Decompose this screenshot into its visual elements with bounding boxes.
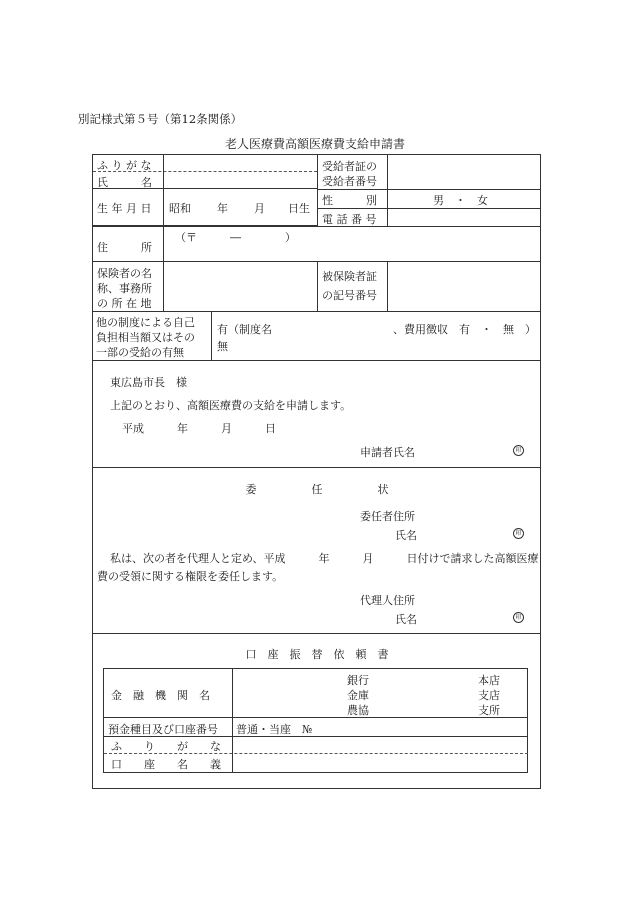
- credit-union-type[interactable]: 金庫: [347, 689, 369, 702]
- delegation-text-1: 私は、次の者を代理人と定め、平成 年 月 日付けで請求した高額医療: [110, 552, 539, 565]
- recipient-number-field[interactable]: [388, 155, 540, 188]
- insurer-field[interactable]: [164, 262, 316, 310]
- main-branch-type[interactable]: 本店: [478, 674, 500, 687]
- recipient-cert-label-2: 受給者番号: [322, 175, 377, 188]
- application-date[interactable]: 平成 年 月 日: [122, 422, 276, 435]
- name-label: 氏 名: [97, 176, 152, 189]
- delegator-address-label: 委任者住所: [360, 510, 415, 523]
- other-system-no[interactable]: 無: [217, 340, 228, 353]
- form-number: 別記様式第５号（第12条関係）: [78, 112, 243, 126]
- postal-code-field[interactable]: （〒 ― ）: [175, 231, 296, 244]
- application-statement: 上記のとおり、高額医療費の支給を申請します。: [110, 399, 352, 412]
- agricultural-coop-type[interactable]: 農協: [347, 704, 369, 717]
- account-type-field[interactable]: 普通・当座 №: [236, 723, 313, 736]
- delegation-heading: 委 任 状: [245, 483, 389, 496]
- agent-name-label: 氏名: [395, 613, 417, 626]
- insurer-label-1: 保険者の名: [97, 267, 152, 280]
- institution-label: 金 融 機 関 名: [111, 689, 210, 702]
- gender-label: 性 別: [322, 194, 377, 207]
- other-system-label-2: 負担相当額又はその: [96, 331, 195, 344]
- insurer-label-3: の 所 在 地: [97, 297, 152, 310]
- seal-icon: 印: [513, 612, 524, 623]
- account-furigana-field[interactable]: [233, 737, 527, 752]
- furigana-label: ふ り が な: [97, 159, 152, 172]
- address-label: 住 所: [97, 241, 152, 254]
- other-system-label-1: 他の制度による自己: [96, 316, 195, 329]
- addressee: 東広島市長 様: [110, 376, 187, 389]
- recipient-cert-label-1: 受給者証の: [322, 160, 377, 173]
- birth-day-unit: 日生: [288, 202, 310, 215]
- insured-cert-field[interactable]: [388, 262, 540, 310]
- agent-address-label: 代理人住所: [360, 594, 415, 607]
- phone-field[interactable]: [388, 209, 540, 225]
- applicant-name-label: 申請者氏名: [360, 446, 415, 459]
- birth-era: 昭和: [169, 202, 191, 215]
- bank-type[interactable]: 銀行: [347, 674, 369, 687]
- other-system-label-3: 一部の受給の有無: [96, 346, 184, 359]
- branch-type[interactable]: 支店: [478, 689, 500, 702]
- delegator-name-label: 氏名: [395, 529, 417, 542]
- insurer-label-2: 称、事務所: [97, 282, 152, 295]
- bank-account-table: [103, 668, 528, 773]
- insured-cert-label-1: 被保険者証: [322, 270, 377, 283]
- account-holder-label: 口 座 名 義: [111, 758, 221, 771]
- birth-date-label: 生 年 月 日: [97, 202, 152, 215]
- birth-month-unit: 月: [254, 202, 265, 215]
- account-type-label: 預金種目及び口座番号: [108, 723, 218, 736]
- account-holder-field[interactable]: [233, 755, 527, 772]
- account-furigana-label: ふ り が な: [111, 740, 221, 753]
- insured-cert-label-2: の記号番号: [322, 289, 377, 302]
- furigana-field[interactable]: [164, 155, 316, 170]
- form-title: 老人医療費高額医療費支給申請書: [224, 137, 405, 151]
- phone-label: 電 話 番 号: [322, 213, 377, 226]
- delegation-text-2: 費の受領に関する権限を委任します。: [97, 570, 284, 583]
- seal-icon: 印: [513, 528, 524, 539]
- other-system-yes[interactable]: 有（制度名 、費用徴収 有 ・ 無 ）: [217, 323, 536, 336]
- sub-branch-type[interactable]: 支所: [478, 704, 500, 717]
- birth-year-unit: 年: [217, 202, 228, 215]
- bank-transfer-heading: 口 座 振 替 依 頼 書: [245, 648, 389, 661]
- gender-value[interactable]: 男 ・ 女: [433, 194, 488, 207]
- seal-icon: 印: [513, 445, 524, 456]
- name-field[interactable]: [164, 172, 316, 187]
